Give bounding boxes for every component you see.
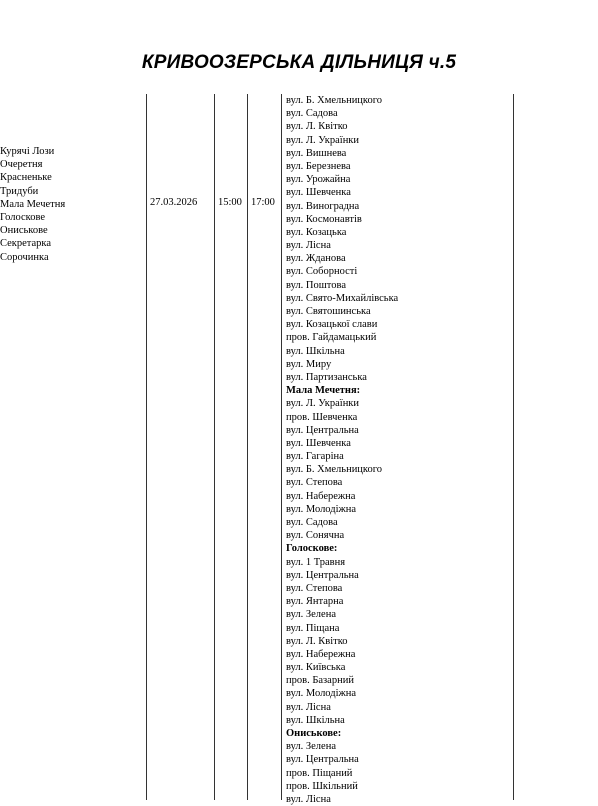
village-name: Очеретня — [0, 159, 43, 171]
street-item: вул. Космонавтів — [286, 213, 362, 225]
table-column-divider — [146, 94, 147, 800]
village-name: Ониськове — [0, 225, 48, 237]
street-item: вул. Центральна — [286, 754, 359, 766]
street-item: вул. Центральна — [286, 569, 359, 581]
street-item: вул. Набережна — [286, 648, 356, 660]
street-item: вул. Л. Українки — [286, 134, 360, 146]
street-item: вул. Гагаріна — [286, 451, 344, 463]
villages-list — [0, 145, 65, 264]
village-section-header: Голоскове: — [286, 543, 338, 555]
outage-date: 27.03.2026 — [150, 197, 198, 208]
street-item: вул. Березнева — [286, 160, 351, 172]
village-name: Секретарка — [0, 238, 52, 250]
street-item: вул. Л. Українки — [286, 398, 360, 410]
village-name: Курячі Лози — [0, 146, 55, 157]
street-item: вул. Урожайна — [286, 174, 351, 186]
street-item: вул. Молодіжна — [286, 688, 357, 700]
street-item: вул. Л. Квітко — [286, 121, 348, 133]
street-item: вул. Миру — [286, 358, 332, 370]
street-item: пров. Шевченка — [286, 411, 358, 423]
street-item: вул. Лісна — [286, 701, 331, 713]
table-column-divider — [247, 94, 248, 800]
street-item: вул. Зелена — [286, 609, 336, 621]
street-item: вул. Вишнева — [286, 147, 347, 159]
time-to: 17:00 — [251, 197, 275, 208]
table-column-divider — [214, 94, 215, 800]
page-title: КРИВООЗЕРСЬКА ДІЛЬНИЦЯ ч.5 — [141, 52, 457, 73]
street-item: вул. 1 Травня — [286, 556, 346, 568]
village-section-header: Мала Мечетня: — [286, 385, 361, 397]
street-item: вул. Набережна — [286, 490, 356, 502]
street-item: вул. Свято-Михайлівська — [286, 292, 399, 304]
street-item: вул. Л. Квітко — [286, 635, 348, 647]
street-item: вул. Садова — [286, 108, 338, 120]
street-item: вул. Шевченка — [286, 437, 351, 449]
street-item: вул. Садова — [286, 517, 338, 528]
street-item: пров. Піщаний — [286, 767, 353, 779]
street-item: вул. Б. Хмельницкого — [286, 95, 383, 106]
street-item: вул. Сонячна — [286, 530, 345, 542]
street-item: пров. Базарний — [286, 675, 354, 687]
street-item: вул. Лісна — [286, 793, 331, 805]
street-item: вул. Степова — [286, 582, 343, 594]
street-item: вул. Партизанська — [286, 371, 367, 383]
time-from: 15:00 — [218, 197, 242, 208]
village-name: Красненьке — [0, 172, 52, 184]
street-item: вул. Б. Хмельницкого — [286, 464, 383, 476]
street-item: вул. Козацька — [286, 226, 347, 238]
street-item: вул. Соборності — [286, 266, 358, 278]
street-item: вул. Шевченка — [286, 187, 351, 199]
table-column-divider — [513, 94, 514, 800]
street-item: вул. Молодіжна — [286, 503, 357, 515]
street-item: вул. Шкільна — [286, 714, 345, 726]
village-name: Тридуби — [0, 185, 39, 197]
street-item: вул. Жданова — [286, 253, 346, 265]
village-name: Голоскове — [0, 212, 46, 224]
street-item: вул. Янтарна — [286, 596, 344, 608]
streets-list — [286, 94, 398, 806]
village-section-header: Ониськове: — [286, 728, 342, 739]
street-item: вул. Шкільна — [286, 345, 345, 357]
street-item: вул. Козацької слави — [286, 319, 378, 331]
street-item: вул. Поштова — [286, 279, 346, 291]
street-item: пров. Гайдамацький — [286, 332, 377, 344]
street-item: вул. Лісна — [286, 240, 331, 252]
street-item: вул. Святошинська — [286, 306, 371, 317]
street-item: вул. Піщана — [286, 622, 340, 634]
village-name: Мала Мечетня — [0, 198, 66, 210]
table-column-divider — [281, 94, 282, 800]
street-item: вул. Зелена — [286, 741, 336, 753]
street-item: вул. Виноградна — [286, 200, 360, 212]
street-item: вул. Центральна — [286, 424, 359, 436]
street-item: пров. Шкільний — [286, 780, 358, 792]
street-item: вул. Київська — [286, 662, 346, 674]
village-name: Сорочинка — [0, 251, 49, 263]
street-item: вул. Степова — [286, 477, 343, 489]
